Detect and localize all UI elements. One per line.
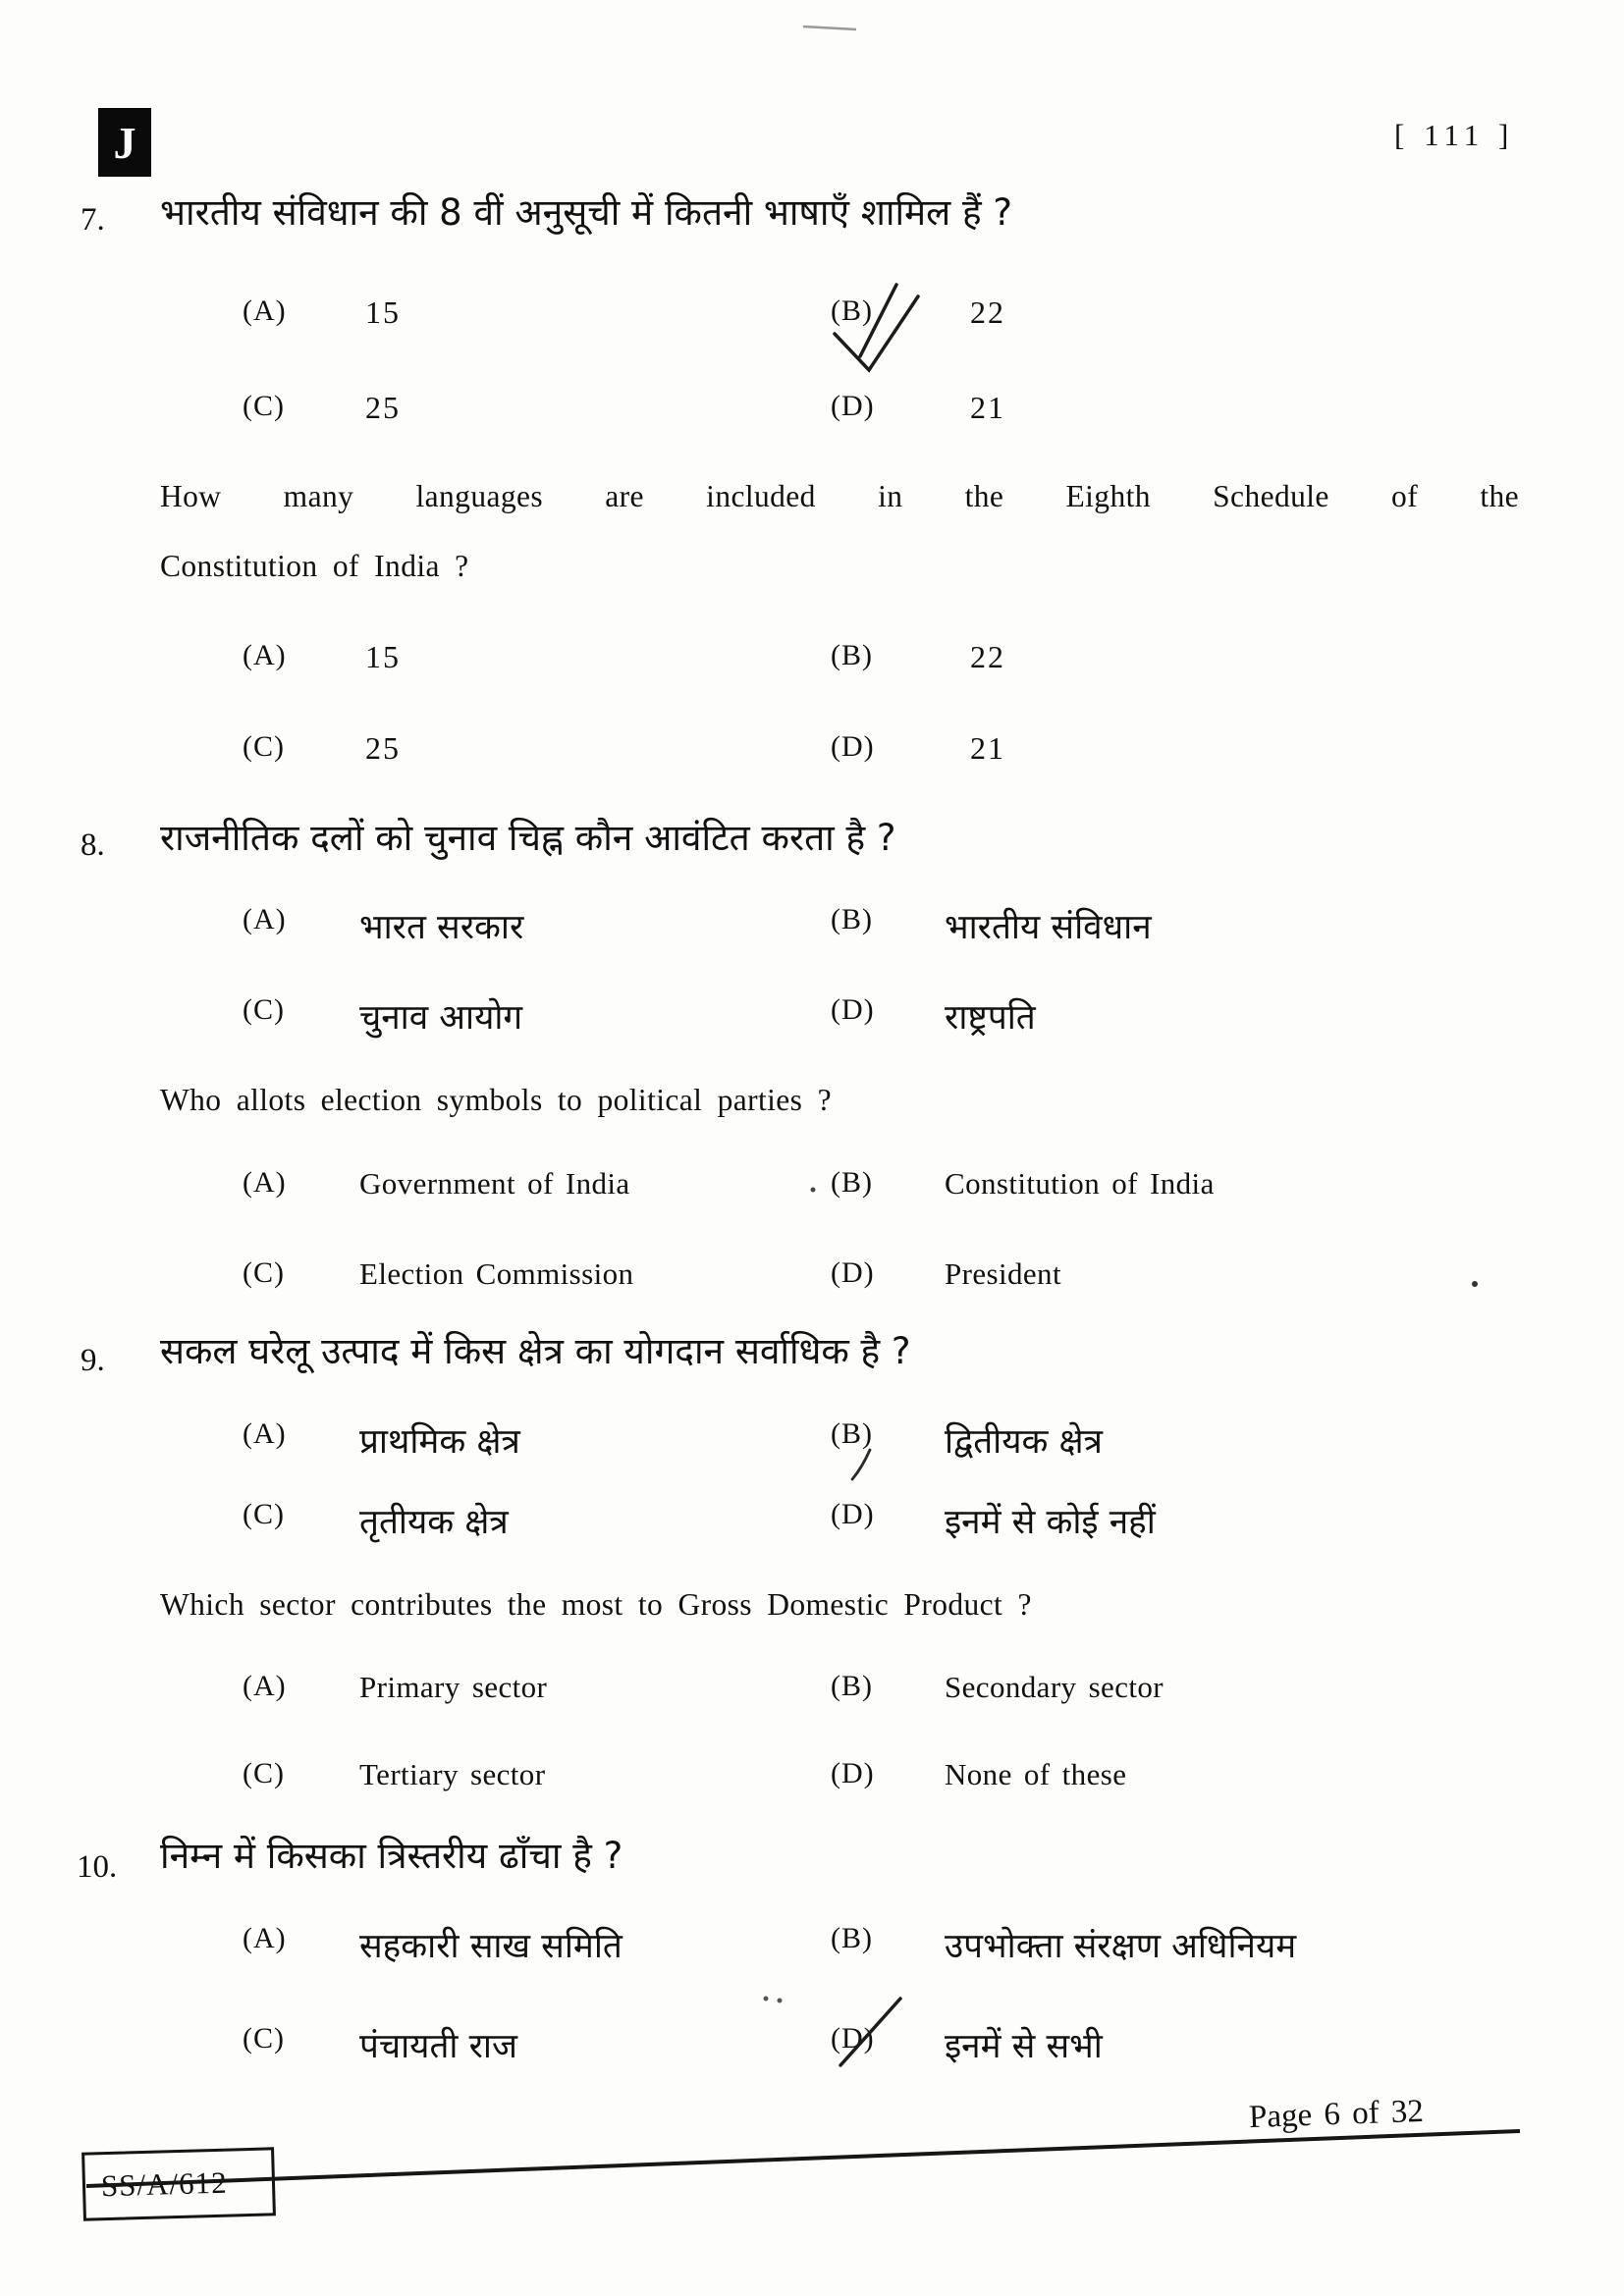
question-9-hindi-text: सकल घरेलू उत्पाद में किस क्षेत्र का योगदान सर्वाधिक है ? [160, 1330, 911, 1372]
option-label: (C) [243, 1498, 285, 1530]
option-text: भारतीय संविधान [945, 908, 1152, 947]
option-label: (A) [243, 1670, 287, 1702]
option-label: (B) [831, 1166, 873, 1199]
option-label: (D) [831, 1757, 875, 1789]
option-text: 21 [970, 390, 1005, 425]
option-text: President [945, 1256, 1061, 1291]
question-7-english-line-2: Constitution of India ? [160, 549, 469, 583]
question-10-number: 10. [77, 1849, 118, 1885]
option-label: (C) [243, 390, 285, 422]
series-code-label: J [113, 117, 136, 168]
option-text: 15 [365, 639, 401, 674]
question-7-english-line-1: How many languages are included in the Eighth Schedule of the [160, 479, 1519, 513]
option-label: (A) [243, 294, 287, 327]
option-label: (D) [831, 1498, 875, 1530]
option-label: (C) [243, 730, 285, 763]
question-8-hindi-text: राजनीतिक दलों को चुनाव चिह्न कौन आवंटित करता है ? [160, 817, 896, 859]
option-text: चुनाव आयोग [359, 998, 523, 1038]
option-text: Primary sector [359, 1670, 548, 1704]
option-label: (B) [831, 639, 873, 671]
option-text: Government of India [359, 1166, 630, 1201]
option-text: उपभोक्ता संरक्षण अधिनियम [945, 1927, 1297, 1966]
q9-pen-stroke [852, 1450, 870, 1479]
option-text: 22 [970, 294, 1005, 330]
option-text: प्राथमिक क्षेत्र [359, 1422, 520, 1462]
option-text: Secondary sector [945, 1670, 1164, 1704]
paper-code-label: SS/A/612 [100, 2164, 229, 2204]
question-7-hindi-text: भारतीय संविधान की 8 वीं अनुसूची में कितनी भाषाएँ शामिल हैं ? [160, 191, 1013, 234]
option-text: 21 [970, 730, 1005, 766]
option-label: (C) [243, 993, 285, 1026]
ink-dot [764, 1997, 769, 2002]
option-label: (A) [243, 903, 287, 935]
ink-dot [1472, 1281, 1478, 1287]
option-text: सहकारी साख समिति [359, 1927, 623, 1966]
option-text: द्वितीयक क्षेत्र [945, 1422, 1103, 1462]
option-text: भारत सरकार [359, 908, 524, 947]
option-text: 15 [365, 294, 401, 330]
option-text: Tertiary sector [359, 1757, 546, 1791]
option-label: (D) [831, 1256, 875, 1289]
option-text: इनमें से सभी [945, 2027, 1103, 2066]
footer-divider-line [86, 2131, 1520, 2186]
option-text: 25 [365, 390, 401, 425]
option-label: (C) [243, 2022, 285, 2055]
option-label: (B) [831, 294, 873, 327]
question-9-number: 9. [81, 1343, 105, 1378]
page-number-label: Page 6 of 32 [1248, 2093, 1425, 2136]
scan-artifact-line [803, 27, 856, 29]
option-text: 25 [365, 730, 401, 766]
option-label: (B) [831, 1417, 873, 1450]
option-label: (D) [831, 730, 875, 763]
option-label: (B) [831, 903, 873, 935]
ink-dot [778, 1999, 783, 2003]
option-text: राष्ट्रपति [945, 998, 1036, 1038]
question-9-english-line-1: Which sector contributes the most to Gross Domestic Product ? [160, 1587, 1032, 1622]
option-label: (A) [243, 639, 287, 671]
question-10-hindi-text: निम्न में किसका त्रिस्तरीय ढाँचा है ? [160, 1835, 623, 1877]
option-label: (C) [243, 1757, 285, 1789]
option-label: (B) [831, 1922, 873, 1954]
question-8-number: 8. [81, 828, 105, 863]
option-text: इनमें से कोई नहीं [945, 1503, 1156, 1542]
option-text: पंचायती राज [359, 2027, 517, 2066]
paper-code-box [81, 2147, 276, 2220]
question-8-english-line-1: Who allots election symbols to political parties ? [160, 1083, 832, 1117]
option-text: Constitution of India [945, 1166, 1215, 1201]
booklet-number: [ 111 ] [1394, 118, 1515, 152]
ink-dot [811, 1188, 816, 1193]
option-text: None of these [945, 1757, 1127, 1791]
option-label: (D) [831, 993, 875, 1026]
series-code-badge [98, 108, 151, 177]
option-text: Election Commission [359, 1256, 634, 1291]
option-label: (A) [243, 1922, 287, 1954]
option-label: (A) [243, 1166, 287, 1199]
option-label: (D) [831, 2022, 875, 2055]
option-label: (C) [243, 1256, 285, 1289]
option-label: (A) [243, 1417, 287, 1450]
option-label: (D) [831, 390, 875, 422]
question-7-number: 7. [81, 202, 105, 238]
option-label: (B) [831, 1670, 873, 1702]
option-text: तृतीयक क्षेत्र [359, 1503, 509, 1542]
option-text: 22 [970, 639, 1005, 674]
